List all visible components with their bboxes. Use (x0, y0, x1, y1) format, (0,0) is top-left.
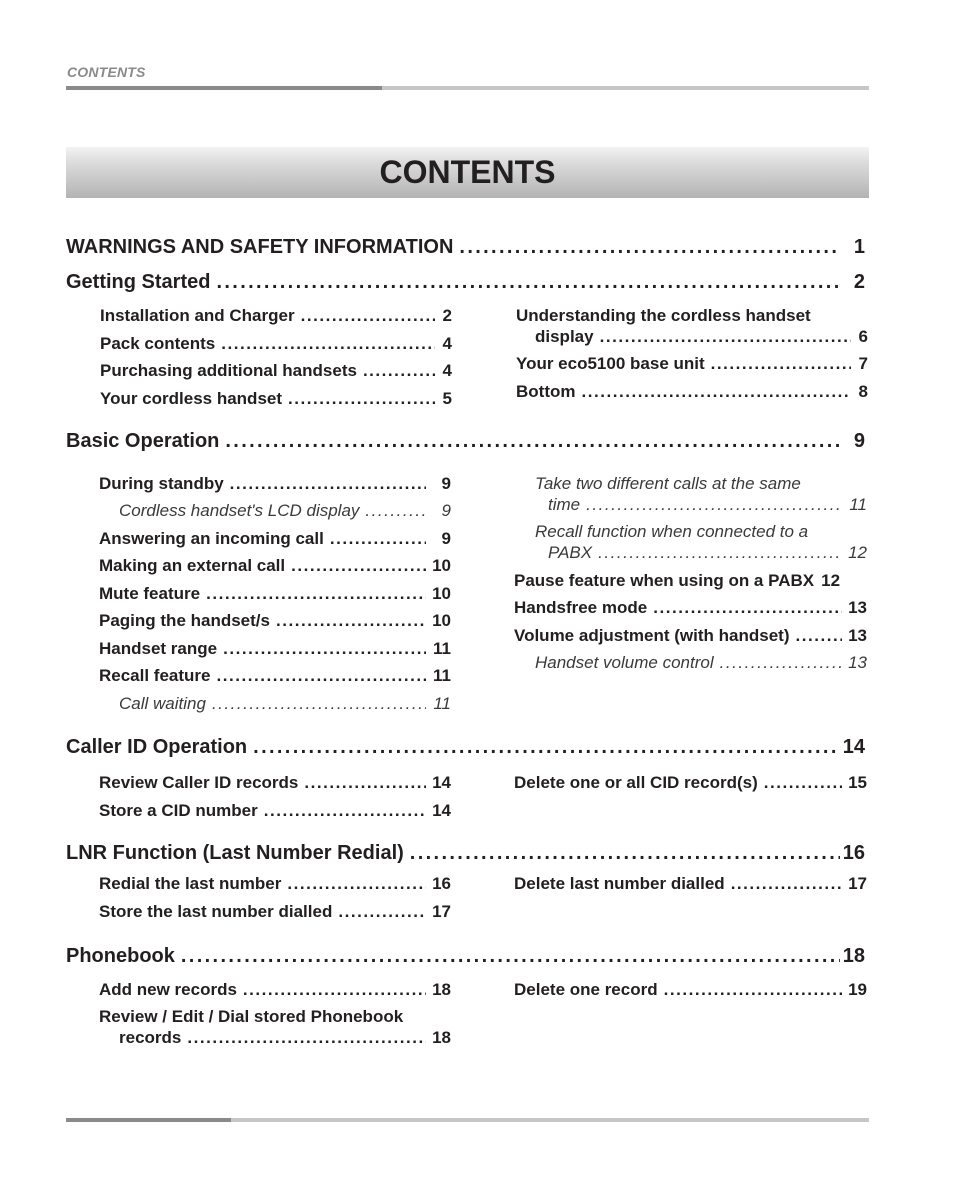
toc-title: Caller ID Operation (66, 736, 248, 758)
toc-entry-during-standby[interactable] (99, 474, 451, 494)
toc-page: 4 (442, 361, 452, 380)
toc-page: 7 (858, 354, 868, 373)
toc-page: 13 (848, 626, 867, 645)
toc-title: Answering an incoming call (99, 529, 324, 548)
toc-entry-pause-pabx[interactable] (514, 571, 867, 591)
toc-title: Delete last number dialled (514, 874, 725, 893)
toc-page: 11 (433, 639, 451, 658)
dot-leader (338, 902, 426, 922)
dot-leader (653, 598, 842, 618)
toc-page: 18 (432, 980, 451, 999)
toc-page: 14 (842, 736, 865, 758)
toc-entry-warnings[interactable] (66, 236, 865, 259)
toc-title: Bottom (516, 382, 576, 401)
toc-entry-review-phonebook[interactable] (119, 1028, 451, 1048)
toc-page: 14 (432, 801, 451, 820)
toc-page: 10 (432, 611, 451, 630)
dot-leader (225, 430, 840, 453)
toc-title: Handset range (99, 639, 218, 658)
toc-page: 5 (442, 389, 452, 408)
dot-leader (459, 236, 840, 259)
toc-entry-volume-adjust[interactable] (514, 626, 867, 646)
toc-title: Your cordless handset (100, 389, 283, 408)
toc-page: 12 (821, 571, 841, 590)
toc-entry-two-calls[interactable] (548, 495, 867, 515)
toc-title: Pause feature when using on a PABX (514, 571, 815, 590)
toc-page: 2 (442, 306, 452, 325)
toc-entry-caller-id[interactable] (66, 736, 865, 759)
dot-leader (216, 271, 840, 294)
toc-page: 17 (848, 874, 867, 893)
dot-leader (187, 1028, 426, 1048)
toc-page: 8 (858, 382, 868, 401)
dot-leader (330, 529, 426, 549)
toc-page: 11 (433, 666, 451, 685)
toc-entry-review-phonebook-line1[interactable]: Review / Edit / Dial stored Phonebook (99, 1007, 404, 1026)
toc-title: Paging the handset/s (99, 611, 270, 630)
dot-leader (598, 543, 842, 563)
toc-page: 13 (848, 653, 867, 672)
toc-page: 2 (853, 271, 865, 293)
toc-entry-base-unit[interactable] (516, 354, 868, 374)
dot-leader (243, 980, 426, 1000)
page-title: CONTENTS (379, 154, 556, 190)
toc-entry-handsfree[interactable] (514, 598, 867, 618)
toc-title: Mute feature (99, 584, 201, 603)
dot-leader (264, 801, 426, 821)
toc-page: 19 (848, 980, 867, 999)
toc-title: records (119, 1028, 182, 1047)
toc-page: 9 (441, 529, 451, 548)
toc-title: Store a CID number (99, 801, 258, 820)
toc-entry-basic-operation[interactable] (66, 430, 865, 453)
dot-leader (212, 694, 426, 714)
toc-title: Installation and Charger (100, 306, 295, 325)
toc-title: Getting Started (66, 271, 211, 293)
toc-title: Recall feature (99, 666, 211, 685)
toc-page: 9 (853, 430, 865, 452)
toc-title: Making an external call (99, 556, 286, 575)
toc-entry-redial[interactable] (99, 874, 451, 894)
toc-entry-answering[interactable] (99, 529, 451, 549)
dot-leader (217, 666, 427, 686)
dot-leader (363, 361, 435, 381)
toc-entry-bottom[interactable] (516, 382, 868, 402)
toc-entry-delete-last[interactable] (514, 874, 867, 894)
toc-entry-purchasing[interactable] (100, 361, 452, 381)
dot-leader (795, 626, 842, 646)
toc-title: Delete one or all CID record(s) (514, 773, 758, 792)
dot-leader (764, 773, 842, 793)
toc-title: During standby (99, 474, 224, 493)
toc-page: 9 (441, 501, 451, 520)
toc-entry-volume-control[interactable] (535, 653, 867, 673)
toc-entry-call-waiting[interactable] (119, 694, 451, 714)
header-rule (66, 86, 869, 90)
toc-page: 18 (432, 1028, 451, 1047)
toc-entry-mute[interactable] (99, 584, 451, 604)
dot-leader (304, 773, 426, 793)
toc-page: 11 (433, 694, 451, 713)
toc-title: Call waiting (119, 694, 206, 713)
dot-leader (287, 874, 426, 894)
toc-title: Volume adjustment (with handset) (514, 626, 790, 645)
toc-page: 10 (432, 584, 451, 603)
dot-leader (301, 306, 435, 326)
toc-title: WARNINGS AND SAFETY INFORMATION (66, 236, 454, 258)
toc-entry-recall-pabx-line1[interactable]: Recall function when connected to a (535, 522, 809, 541)
toc-title: Review Caller ID records (99, 773, 299, 792)
dot-leader (230, 474, 426, 494)
toc-title: Phonebook (66, 945, 175, 967)
toc-entry-delete-cid[interactable] (514, 773, 867, 793)
toc-title: time (548, 495, 581, 514)
running-header: CONTENTS (67, 64, 146, 80)
toc-page: 9 (441, 474, 451, 493)
toc-entry-recall-pabx[interactable] (548, 543, 867, 563)
toc-entry-lnr[interactable] (66, 842, 865, 865)
toc-title: display (535, 327, 594, 346)
toc-entry-understanding-display[interactable] (535, 327, 868, 347)
toc-entry-understanding-line1[interactable]: Understanding the cordless handset (516, 306, 811, 325)
toc-entry-your-handset[interactable] (100, 389, 452, 409)
toc-entry-phonebook[interactable] (66, 945, 865, 968)
toc-entry-store-cid[interactable] (99, 801, 451, 821)
toc-page: 18 (842, 945, 865, 967)
toc-title: Basic Operation (66, 430, 220, 452)
dot-leader (664, 980, 842, 1000)
toc-entry-delete-record[interactable] (514, 980, 867, 1000)
dot-leader (600, 327, 851, 347)
toc-page: 16 (842, 842, 865, 864)
dot-leader (291, 556, 426, 576)
footer-rule (66, 1118, 869, 1122)
toc-entry-installation[interactable] (100, 306, 452, 326)
toc-page: 16 (432, 874, 451, 893)
dot-leader (253, 736, 840, 759)
toc-entry-getting-started[interactable] (66, 271, 865, 294)
toc-entry-recall[interactable] (99, 666, 451, 686)
toc-title: Store the last number dialled (99, 902, 333, 921)
toc-entry-lcd-display[interactable] (119, 501, 451, 521)
dot-leader (206, 584, 426, 604)
dot-leader (181, 945, 840, 968)
toc-title: Pack contents (100, 334, 216, 353)
toc-title: Delete one record (514, 980, 658, 999)
dot-leader (221, 334, 435, 354)
toc-page: 12 (848, 543, 867, 562)
toc-page: 6 (858, 327, 868, 346)
toc-entry-pack-contents[interactable] (100, 334, 452, 354)
dot-leader (720, 653, 842, 673)
toc-page: 17 (432, 902, 451, 921)
toc-entry-external-call[interactable] (99, 556, 451, 576)
toc-title: Your eco5100 base unit (516, 354, 705, 373)
toc-title: Add new records (99, 980, 237, 999)
toc-entry-two-calls-line1[interactable]: Take two different calls at the same (535, 474, 801, 493)
toc-entry-review-cid[interactable] (99, 773, 451, 793)
dot-leader (711, 354, 851, 374)
dot-leader (223, 639, 426, 659)
dot-leader (731, 874, 842, 894)
dot-leader (276, 611, 426, 631)
toc-page: 4 (442, 334, 452, 353)
toc-title: PABX (548, 543, 593, 562)
toc-title: Handset volume control (535, 653, 714, 672)
toc-page: 11 (849, 495, 867, 514)
dot-leader (581, 382, 851, 402)
dot-leader (410, 842, 840, 865)
dot-leader (288, 389, 435, 409)
toc-entry-range[interactable] (99, 639, 451, 659)
toc-title: Purchasing additional handsets (100, 361, 357, 380)
toc-page: 13 (848, 598, 867, 617)
toc-entry-store-last[interactable] (99, 902, 451, 922)
toc-title: Handsfree mode (514, 598, 648, 617)
toc-entry-paging[interactable] (99, 611, 451, 631)
toc-title: Redial the last number (99, 874, 282, 893)
toc-page: 14 (432, 773, 451, 792)
toc-entry-add-records[interactable] (99, 980, 451, 1000)
toc-page: 10 (432, 556, 451, 575)
dot-leader (586, 495, 842, 515)
toc-page: 15 (848, 773, 867, 792)
title-banner (66, 147, 869, 198)
toc-title: LNR Function (Last Number Redial) (66, 842, 404, 864)
toc-page: 1 (853, 236, 865, 258)
dot-leader (365, 501, 426, 521)
toc-title: Cordless handset's LCD display (119, 501, 360, 520)
